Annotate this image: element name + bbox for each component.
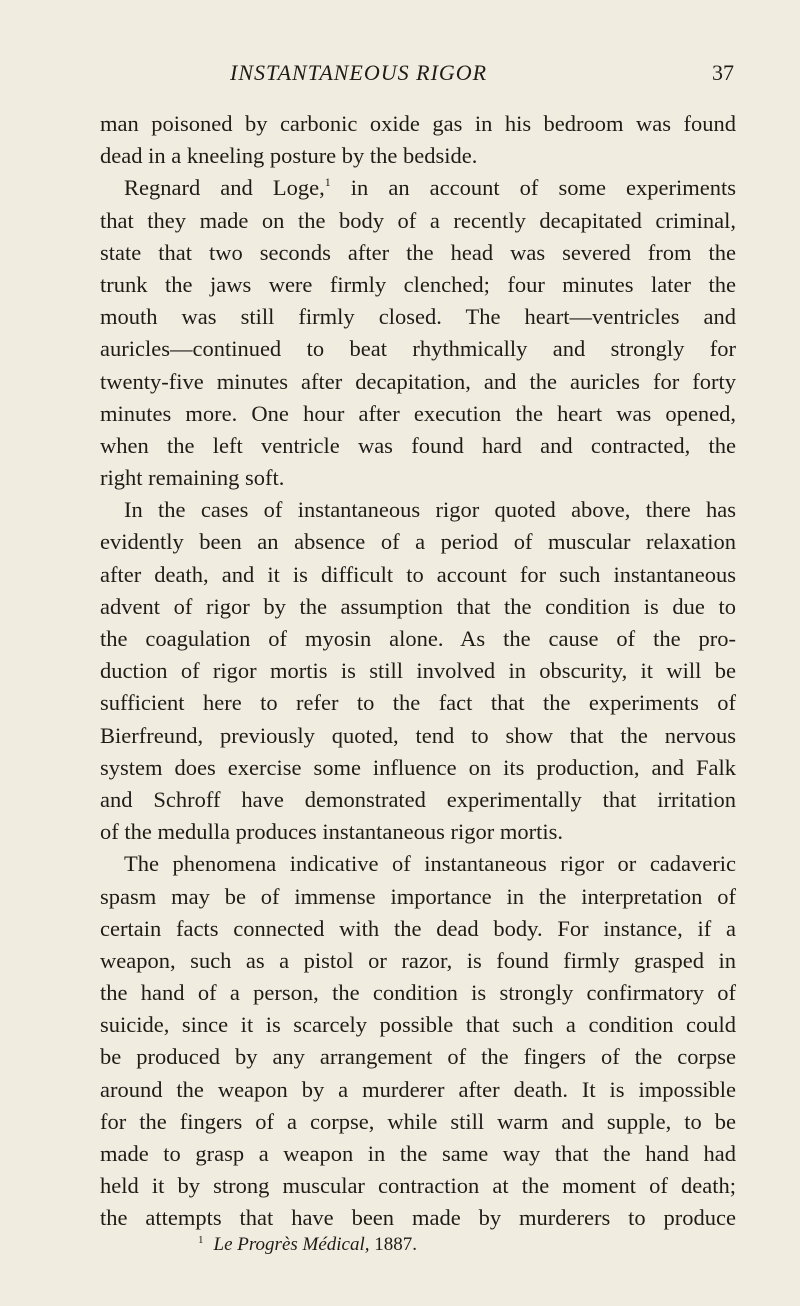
text-line: evidently been an absence of a period of muscular relaxation: [100, 529, 736, 555]
text-line: and Schroff have demonstrated experimentally that irritation: [100, 786, 736, 812]
text-line: right remaining soft.: [100, 465, 285, 491]
text-line: suicide, since it is scarcely possible that such a condition could: [100, 1012, 736, 1038]
footnote: [198, 1233, 417, 1257]
text-line: auricles—continued to beat rhythmically and strongly for: [100, 336, 736, 362]
text-line: advent of rigor by the assumption that the condition is due to: [100, 593, 736, 619]
text-line: man poisoned by carbonic oxide gas in his bedroom was found: [100, 111, 736, 136]
text-line: sufficient here to refer to the fact that the experiments of: [100, 690, 736, 716]
text-line: held it by strong muscular contraction at the moment of death;: [100, 1173, 736, 1199]
text-line: In the cases of instantaneous rigor quoted above, there has: [124, 497, 736, 523]
text-line: weapon, such as a pistol or razor, is found firmly grasped in: [100, 947, 736, 973]
text-line: Bierfreund, previously quoted, tend to show that the nervous: [100, 722, 736, 748]
text-line: mouth was still firmly closed. The heart—ventricles and: [100, 304, 736, 330]
text-line: be produced by any arrangement of the fingers of the corpse: [100, 1044, 736, 1070]
text-line: dead in a kneeling posture by the bedside.: [100, 143, 478, 169]
text-line: spasm may be of immense importance in the interpretation of: [100, 883, 736, 909]
text-line: the attempts that have been made by murderers to produce: [100, 1205, 736, 1231]
text-line: after death, and it is difficult to account for such instantaneous: [100, 561, 736, 587]
text-line: the coagulation of myosin alone. As the cause of the pro-: [100, 626, 736, 651]
running-head: [100, 60, 740, 94]
text-line: duction of rigor mortis is still involved in obscurity, it will be: [100, 658, 736, 684]
text-line: certain facts connected with the dead body. For instance, if a: [100, 915, 736, 941]
text-line: the hand of a person, the condition is strongly confirmatory of: [100, 980, 736, 1006]
footnote-marker: 1: [198, 1234, 204, 1246]
text-line: system does exercise some influence on its production, and Falk: [100, 754, 736, 780]
text-line: of the medulla produces instantaneous rigor mortis.: [100, 819, 564, 845]
text-line: when the left ventricle was found hard and contracted, the: [100, 432, 736, 458]
page-number: 37: [712, 60, 734, 85]
running-title: INSTANTANEOUS RIGOR: [230, 60, 488, 85]
footnote-title: Le Progrès Médical,: [213, 1234, 370, 1255]
text-line: The phenomena indicative of instantaneous rigor or cadaveric: [124, 851, 736, 877]
text-line: around the weapon by a murderer after death. It is impossible: [100, 1076, 736, 1102]
footnote-year: 1887.: [369, 1234, 418, 1255]
text-line: that they made on the body of a recently decapitated criminal,: [100, 207, 736, 233]
text-line: minutes more. One hour after execution the heart was opened,: [100, 400, 736, 426]
text-line: state that two seconds after the head was severed from the: [100, 239, 736, 265]
text-fragment: in an account of some experiments: [330, 175, 736, 201]
text-fragment: Regnard and Loge,: [124, 175, 325, 201]
text-line: for the fingers of a corpse, while still warm and supple, to be: [100, 1108, 736, 1134]
text-line: [100, 172, 736, 204]
text-line: trunk the jaws were firmly clenched; four minutes later the: [100, 271, 736, 297]
text-line: twenty-five minutes after decapitation, and the auricles for forty: [100, 368, 736, 394]
footnote-reference[interactable]: 1: [324, 175, 331, 190]
body-text: [100, 108, 736, 1235]
text-line: made to grasp a weapon in the same way that the hand had: [100, 1141, 736, 1166]
